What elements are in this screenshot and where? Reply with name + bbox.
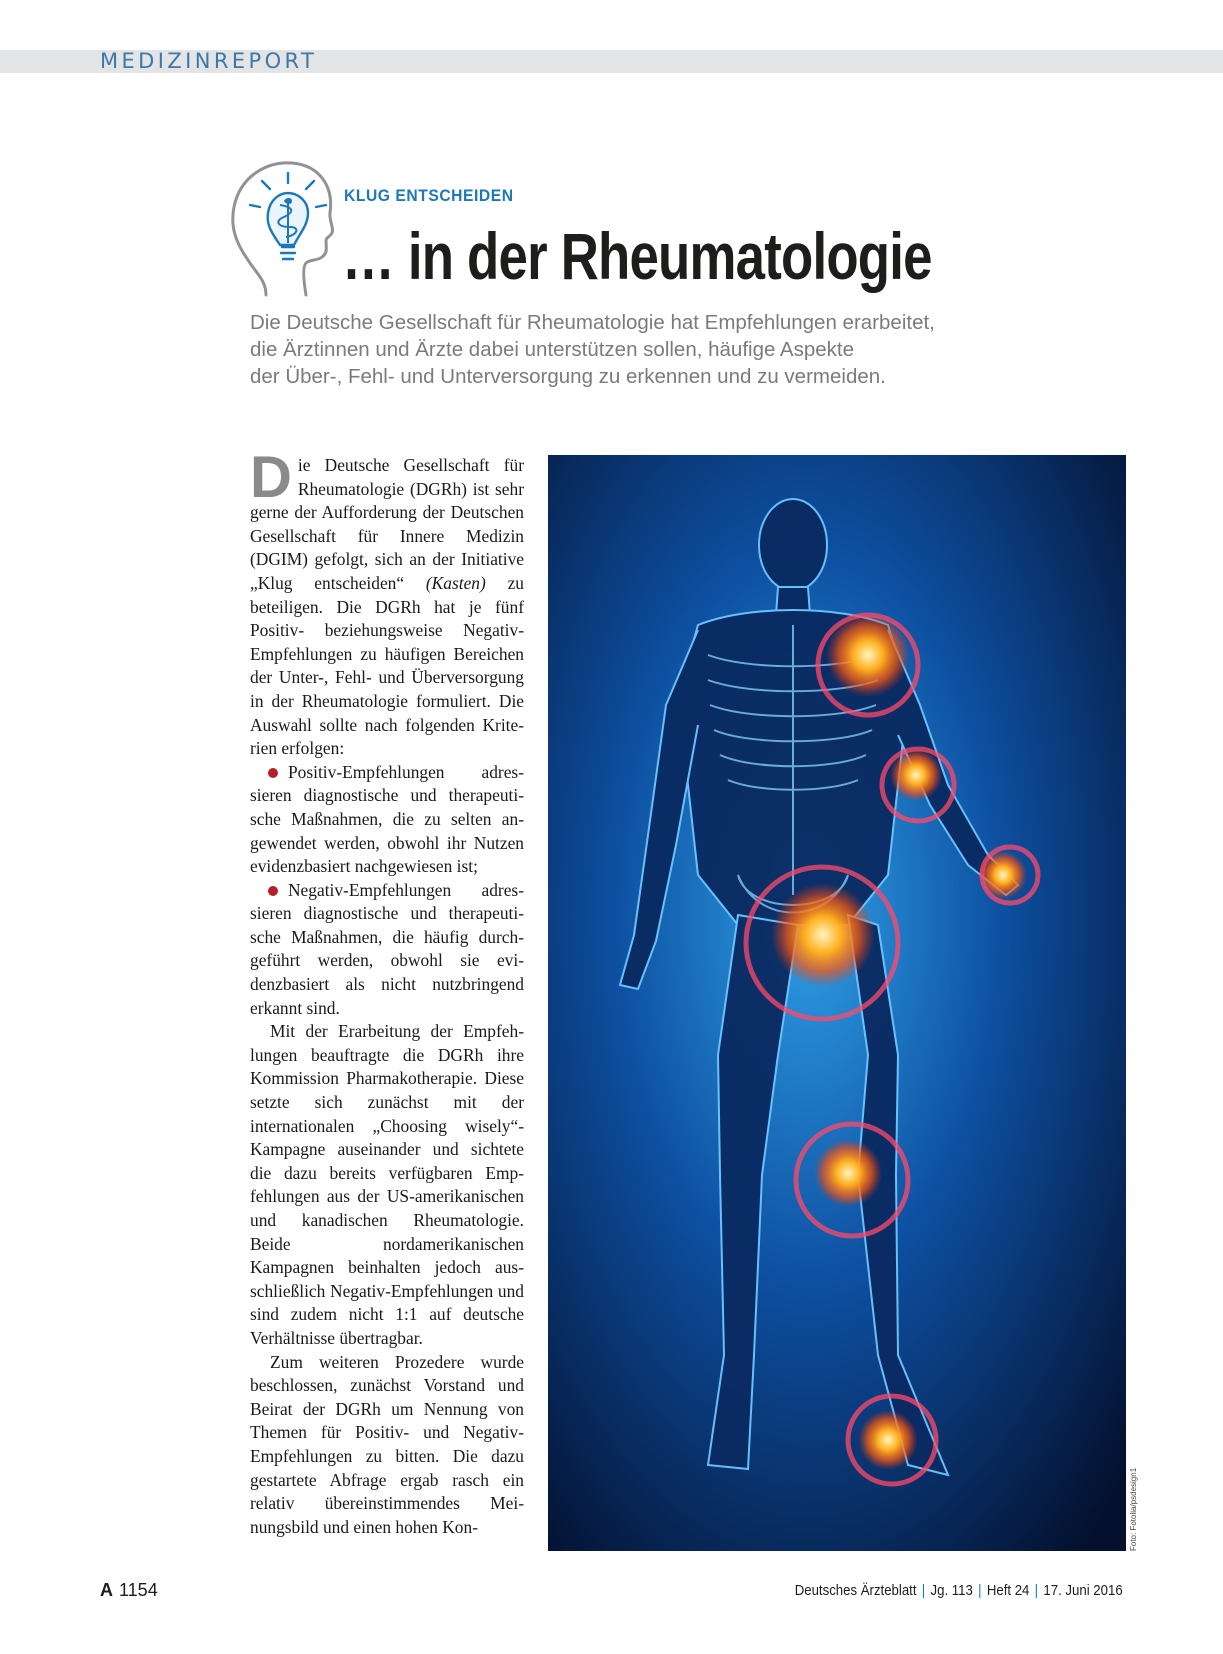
separator: | (978, 1582, 982, 1599)
bullet-item (250, 761, 524, 879)
bullet-text: Positiv-Empfehlungen adressieren diagnostische und therapeutische Maßnahmen, die zu selten angewendet werden, obwohl ihr Nutzen evidenzbasiert nachgewiesen ist; (250, 761, 524, 877)
article-body (250, 445, 524, 1539)
page-number (100, 1580, 158, 1601)
paragraph-text: ie Deutsche Gesellschaft für Rheumatologie (DGRh) ist sehr gerne der Aufforderung der Deutschen Gesellschaft für Innere Medizin (DGIM) gefolgt, sich an der Initiative „Klug entscheiden“ (250, 455, 524, 593)
section-label: MEDIZINREPORT (100, 49, 318, 73)
paragraph-1 (250, 445, 524, 761)
page-number-value: 1154 (119, 1580, 158, 1600)
bullet-dot-icon (268, 768, 278, 778)
bullet-text: Negativ-Empfehlungen adressieren diagnostische und therapeutische Maßnahmen, die häufig durchgeführt werden, obwohl sie evidenzbasiert als nicht nutzbringend erkannt sind. (250, 879, 524, 1018)
bullet-dot-icon (268, 886, 278, 896)
bullet-item (250, 879, 524, 1021)
article-title: … in der Rheumatologie (342, 219, 932, 293)
issue-date: 17. Juni 2016 (1043, 1582, 1123, 1599)
page-prefix: A (100, 1580, 113, 1600)
journal-name: Deutsches Ärzteblatt (795, 1582, 917, 1599)
article-lead (250, 309, 1050, 390)
lead-line: die Ärztinnen und Ärzte dabei unterstützen sollen, häufige Aspekte (250, 338, 855, 361)
paragraph-3: Zum weiteren Prozedere wurde beschlossen, zunächst Vorstand und Beirat der DGRh um Nennung von Themen für Positiv- und Negativ-Empfehlungen zu bitten. Die dazu gestartete Abfrage ergab rasch ein relativ übereinstimmendes Meinungsbild und einen hohen Kon- (250, 1351, 524, 1537)
paragraph-text: zu beteiligen. Die DGRh hat je fünf Positiv- beziehungsweise Negativ-Empfehlungen zu häufigen Bereichen der Unter-, Fehl- und Überversorgung in der Rheumatologie formuliert. Die Auswahl sollte nach folgenden Kriterien erfolgen: (250, 572, 524, 759)
lead-line: Die Deutsche Gesellschaft für Rheumatologie hat Empfehlungen erarbeitet, (250, 311, 935, 334)
journal-issue: Heft 24 (987, 1582, 1030, 1599)
photo-credit: Foto: Fotolia/psdesign1 (1129, 1467, 1138, 1551)
article-kicker: KLUG ENTSCHEIDEN (344, 186, 514, 205)
skeleton-joint-pain-illustration (548, 455, 1126, 1551)
box-reference: (Kasten) (425, 572, 486, 593)
journal-volume: Jg. 113 (930, 1582, 974, 1599)
footer-citation (795, 1582, 1123, 1599)
paragraph-2: Mit der Erarbeitung der Empfehlungen beauftragte die DGRh ihre Kommission Pharmakotherapie. Diese setzte sich zunächst mit der internationalen „Choosing wisely“-Kampagne auseinander und sichtete die dazu bereits verfügbaren Empfehlungen aus der US-amerikanischen und kanadischen Rheumatologie. Beide nordamerikanischen Kampagnen beinhalten jedoch ausschließlich Negativ-Empfehlungen und sind zudem nicht 1:1 auf deutsche Verhältnisse übertragbar. (250, 1021, 524, 1348)
separator: | (922, 1582, 926, 1599)
separator: | (1035, 1582, 1039, 1599)
lead-line: der Über-, Fehl- und Unterversorgung zu erkennen und zu vermeiden. (250, 365, 886, 388)
drop-cap: D (250, 445, 292, 510)
thinking-head-logo-icon (226, 155, 338, 297)
